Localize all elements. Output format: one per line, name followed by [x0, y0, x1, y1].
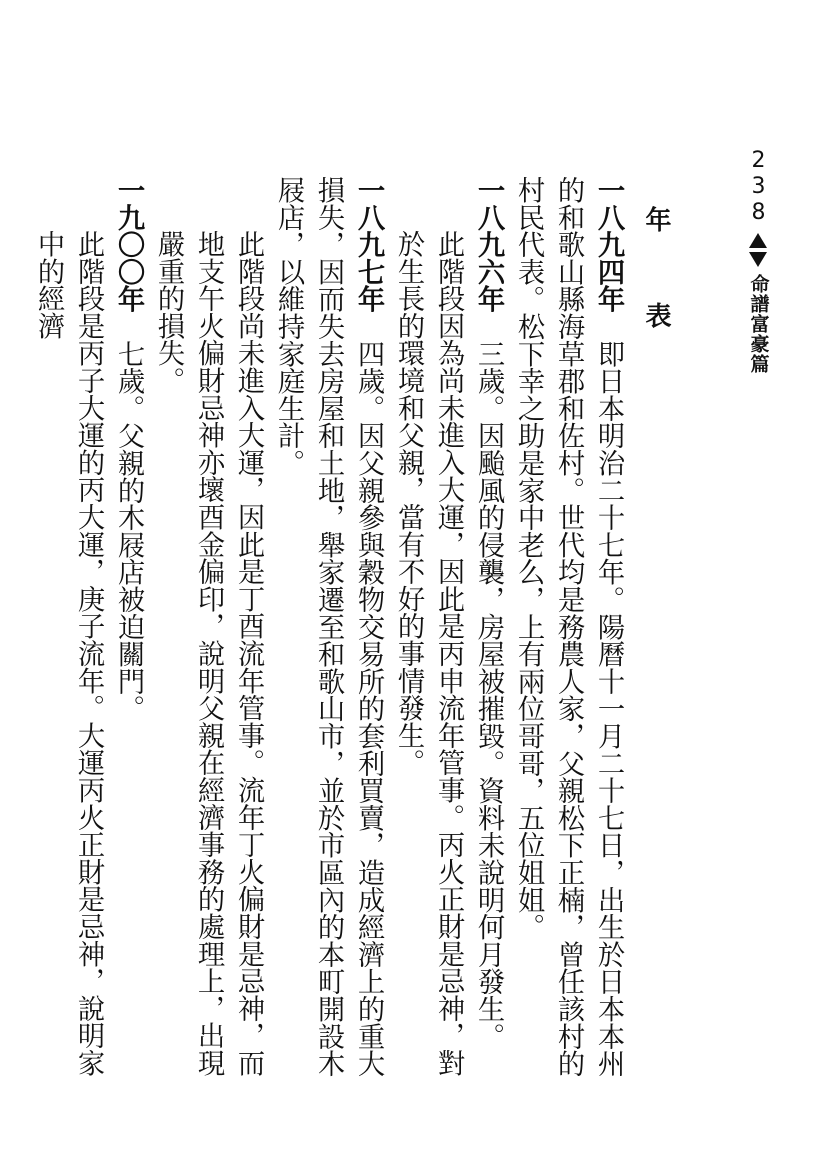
- entry-year: 一八九六年: [473, 176, 504, 313]
- entry-text: 四歲。因父親參與穀物交易所的套利買賣，造成經濟上的重大損失，因而失去房屋和土地，舉家遷至和歌山市，並於市區內的本町開設木屐店，以維持家庭生計。: [273, 176, 384, 1077]
- page-number: 238: [746, 148, 771, 226]
- commentary-text: 此階段是丙子大運的丙大運，庚子流年。大運丙火正財是忌神，說明家中的經濟: [33, 230, 104, 1077]
- entry-year: 一八九四年: [593, 176, 624, 313]
- entry-paragraph: [468, 176, 508, 1096]
- commentary-paragraph: [28, 176, 108, 1096]
- entry-text: 即日本明治二十七年。陽曆十一月二十七日，出生於日本本州的和歌山縣海草郡和佐村。世代均是務農人家，父親松下正楠，曾任該村的村民代表。松下幸之助是家中老么，上有兩位哥哥，五位姐姐。: [513, 176, 624, 1077]
- commentary-text: 此階段尚未進入大運，因此是丁酉流年管事。流年丁火偏財是忌神，而地支午火偏財忌神亦壞酉金偏印，說明父親在經濟事務的處理上，出現嚴重的損失。: [153, 230, 264, 1077]
- chapter-heading: 年 表: [641, 206, 671, 348]
- section-title: 命譜富豪篇: [747, 274, 770, 374]
- commentary-paragraph: [148, 176, 268, 1096]
- entry-year: 一八九七年: [353, 176, 384, 313]
- entry-text: 三歲。因颱風的侵襲，房屋被摧毀。資料未說明何月發生。: [473, 312, 504, 1050]
- entry-year: 一九〇〇年: [113, 176, 144, 313]
- running-header: [738, 148, 778, 374]
- body-text: [28, 176, 628, 1096]
- entry-paragraph: [108, 176, 148, 1096]
- entry-text: 七歲。父親的木屐店被迫關門。: [113, 312, 144, 722]
- entry-paragraph: [268, 176, 388, 1096]
- commentary-text: 此階段因為尚未進入大運，因此是丙申流年管事。丙火正財是忌神，對於生長的環境和父親，當有不好的事情發生。: [393, 230, 464, 1077]
- commentary-paragraph: [388, 176, 468, 1096]
- diamond-arrows-icon: [748, 232, 768, 268]
- entry-paragraph: [508, 176, 628, 1096]
